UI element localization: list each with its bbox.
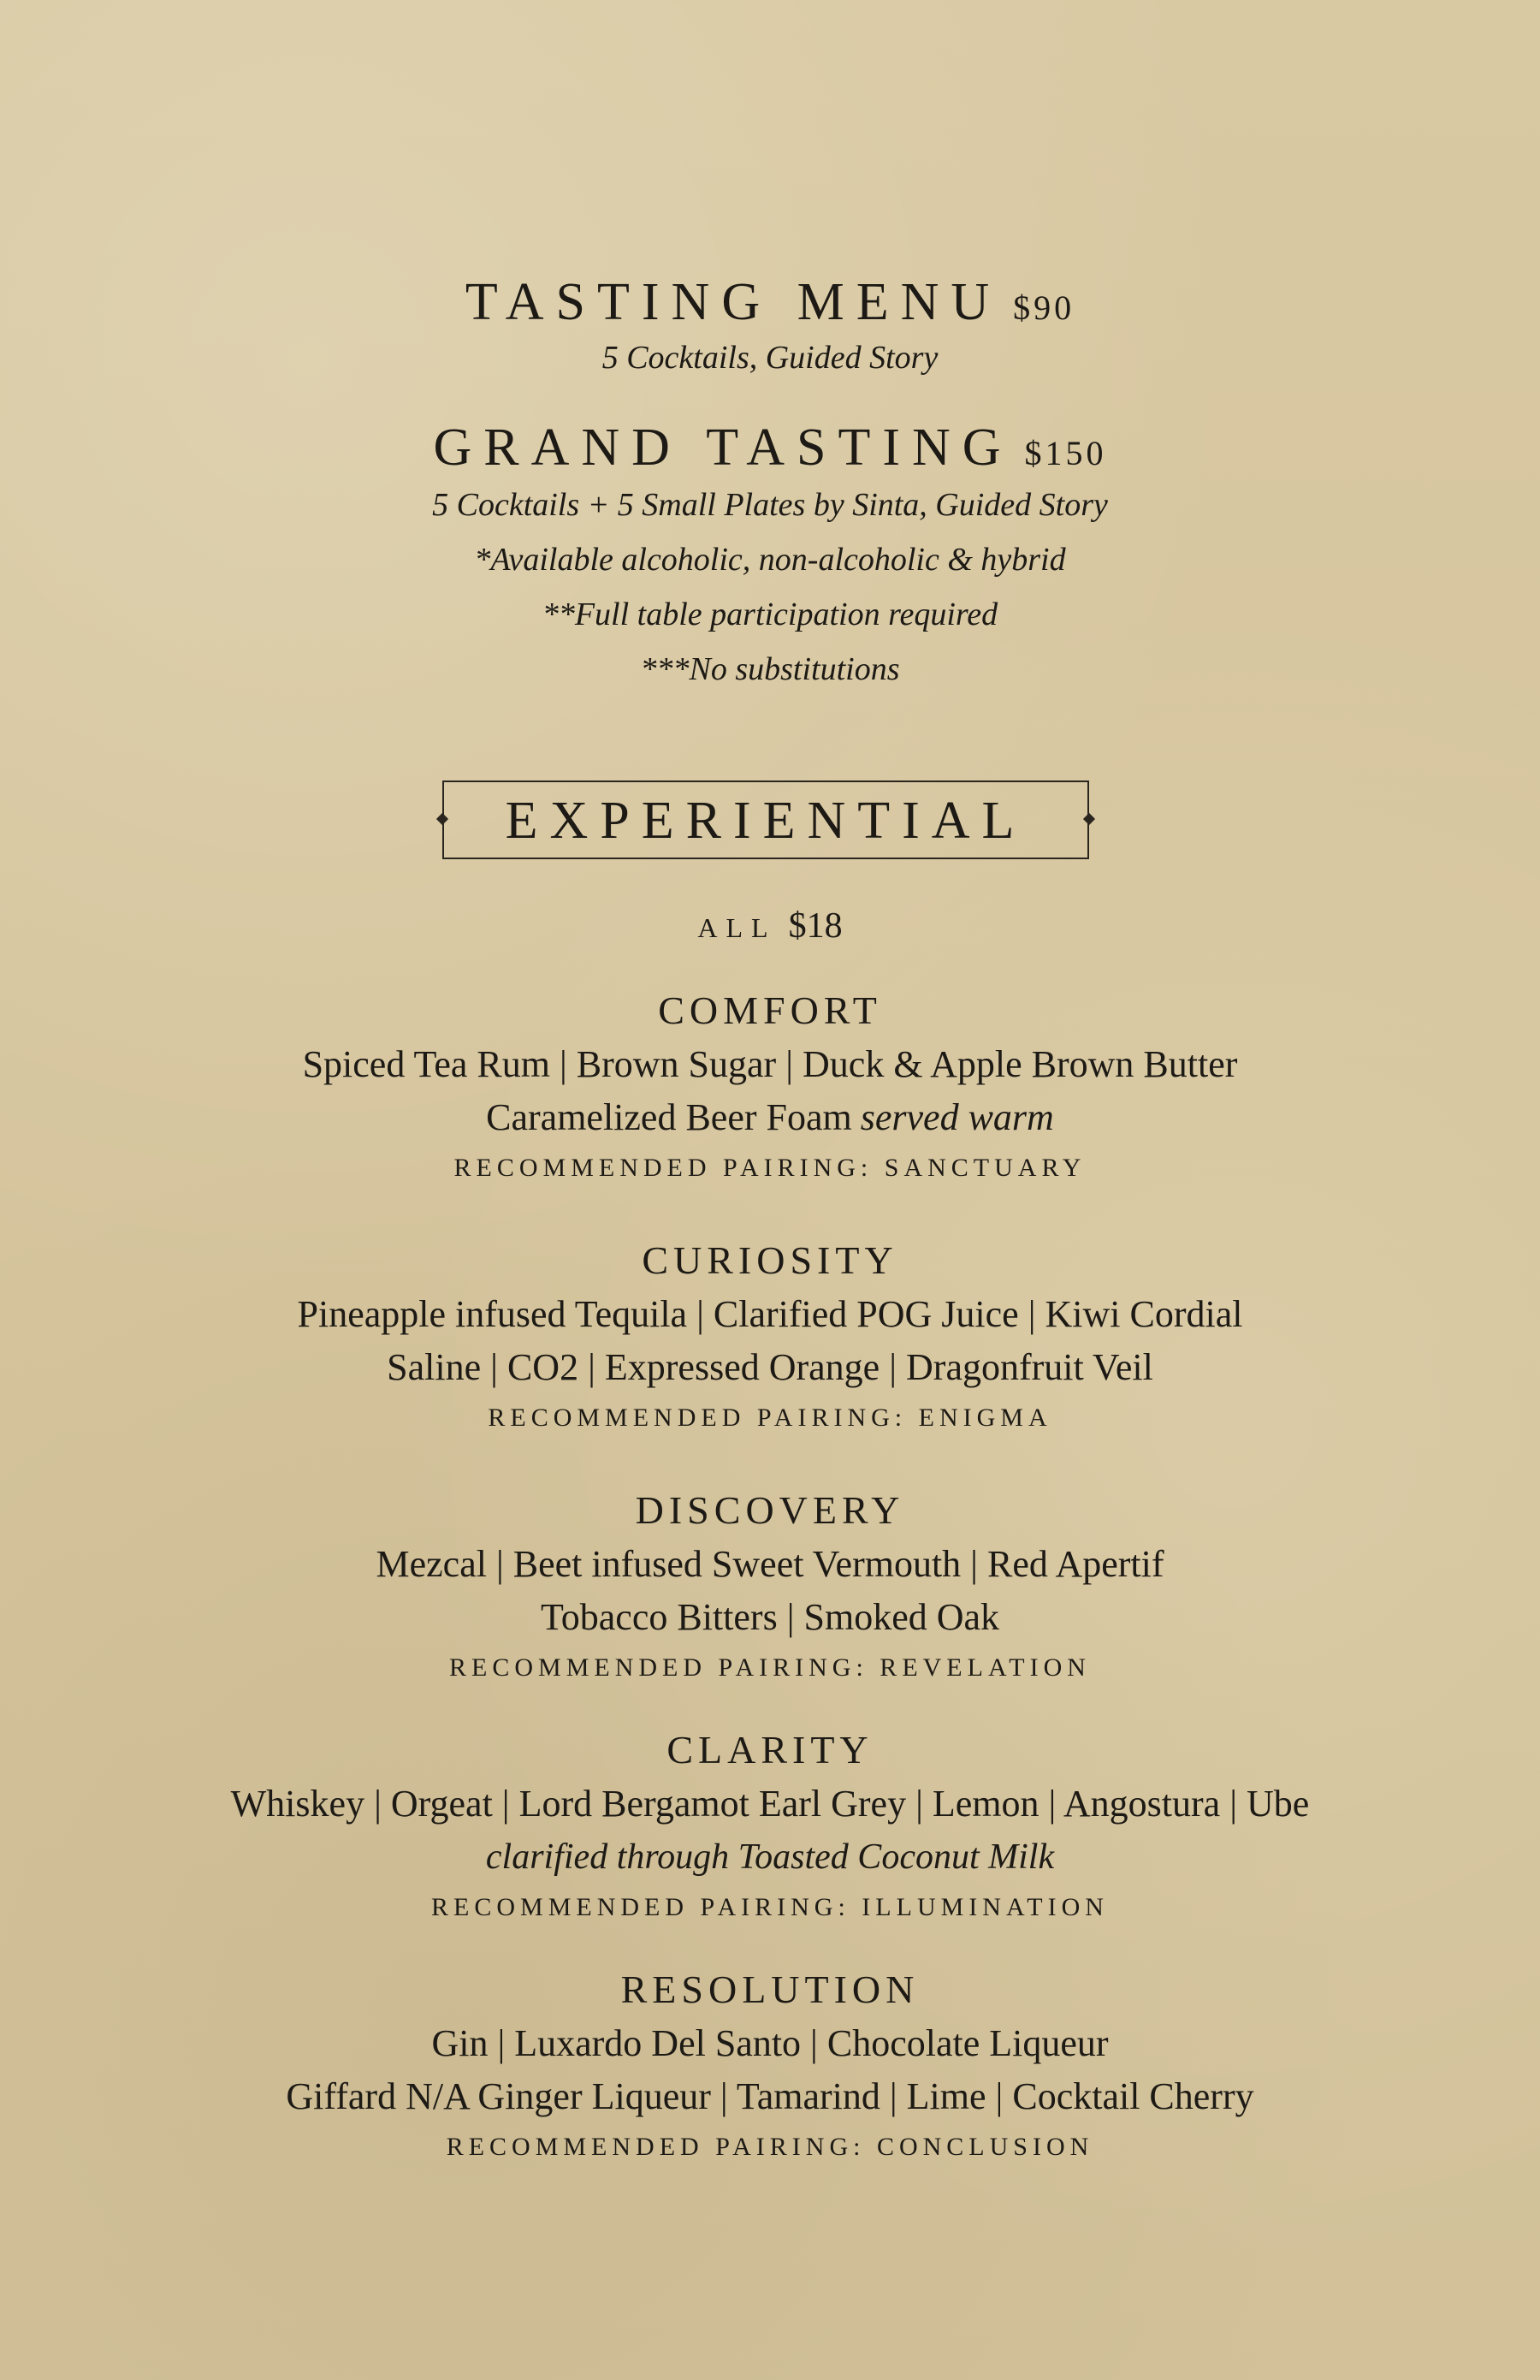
section-curiosity-title: CURIOSITY [642, 1238, 898, 1282]
tasting-menu-price: $90 [1013, 288, 1075, 327]
section-comfort-line1: Spiced Tea Rum | Brown Sugar | Duck & Apple Brown Butter [302, 1043, 1238, 1085]
section-discovery-pairing: RECOMMENDED PAIRING: REVELATION [449, 1653, 1091, 1682]
grand-tasting-subtitle: 5 Cocktails + 5 Small Plates by Sinta, Guided Story [432, 487, 1108, 523]
section-clarity-line2-italic: clarified through Toasted Coconut Milk [485, 1837, 1055, 1877]
experiential-title: EXPERIENTIAL [505, 792, 1027, 850]
tasting-menu-heading [0, 272, 1540, 333]
grand-tasting-title: GRAND TASTING [433, 418, 1013, 477]
section-comfort-title: COMFORT [658, 988, 882, 1032]
section-discovery-title: DISCOVERY [635, 1488, 905, 1532]
note-substitutions: ***No substitutions [640, 651, 900, 687]
section-comfort-line2-italic: served warm [860, 1096, 1054, 1138]
section-curiosity-line2: Saline | CO2 | Expressed Orange | Dragonfruit Veil [387, 1346, 1153, 1388]
all-price: $18 [788, 906, 843, 946]
section-curiosity-line1: Pineapple infused Tequila | Clarified POG Juice | Kiwi Cordial [297, 1293, 1243, 1335]
section-resolution-title: RESOLUTION [620, 1968, 920, 2011]
section-comfort-line2: Caramelized Beer Foam [486, 1096, 852, 1138]
tasting-menu-subtitle: 5 Cocktails, Guided Story [601, 340, 939, 376]
experiential-price-line [0, 905, 1540, 947]
grand-tasting-price: $150 [1024, 434, 1107, 472]
section-resolution-line1: Gin | Luxardo Del Santo | Chocolate Liqueur [431, 2022, 1109, 2064]
section-curiosity-pairing: RECOMMENDED PAIRING: ENIGMA [488, 1404, 1052, 1432]
section-comfort-line2-wrap [0, 1095, 1540, 1139]
note-participation: **Full table participation required [542, 596, 998, 632]
section-clarity-title: CLARITY [666, 1728, 874, 1772]
section-resolution-pairing: RECOMMENDED PAIRING: CONCLUSION [446, 2133, 1094, 2161]
tasting-menu-title: TASTING MENU [465, 273, 1002, 331]
section-comfort-pairing: RECOMMENDED PAIRING: SANCTUARY [453, 1154, 1087, 1182]
section-discovery-line1: Mezcal | Beet infused Sweet Vermouth | Red Apertif [376, 1543, 1164, 1585]
note-availability: *Available alcoholic, non-alcoholic & hybrid [474, 542, 1066, 578]
section-discovery-line2: Tobacco Bitters | Smoked Oak [540, 1596, 1000, 1638]
section-clarity-pairing: RECOMMENDED PAIRING: ILLUMINATION [431, 1893, 1109, 1921]
experiential-banner [442, 780, 1089, 859]
all-label: ALL [697, 912, 777, 943]
grand-tasting-heading [0, 418, 1540, 478]
section-resolution-line2: Giffard N/A Ginger Liqueur | Tamarind | Lime | Cocktail Cherry [286, 2075, 1254, 2117]
section-clarity-line1: Whiskey | Orgeat | Lord Bergamot Earl Grey | Lemon | Angostura | Ube [230, 1783, 1310, 1825]
